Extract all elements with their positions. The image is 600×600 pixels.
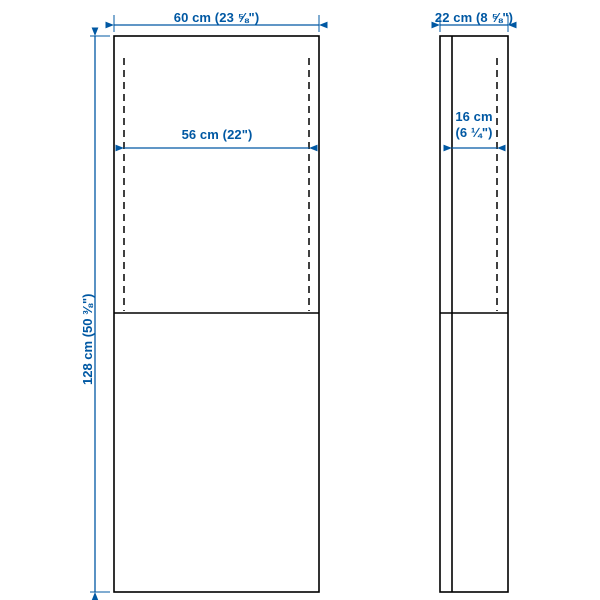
side-width-label: 22 cm (8 ⅝") xyxy=(434,10,514,25)
side-inner-depth-label-line1: 16 cm xyxy=(455,109,493,124)
side-inner-depth-label-line2: (6 ¼") xyxy=(455,125,493,140)
front-view-outline xyxy=(114,36,319,592)
front-width-label: 60 cm (23 ⅝") xyxy=(173,10,260,25)
front-inner-width-label: 56 cm (22") xyxy=(181,127,253,142)
front-height-label: 128 cm (50 ⅜") xyxy=(80,293,95,385)
